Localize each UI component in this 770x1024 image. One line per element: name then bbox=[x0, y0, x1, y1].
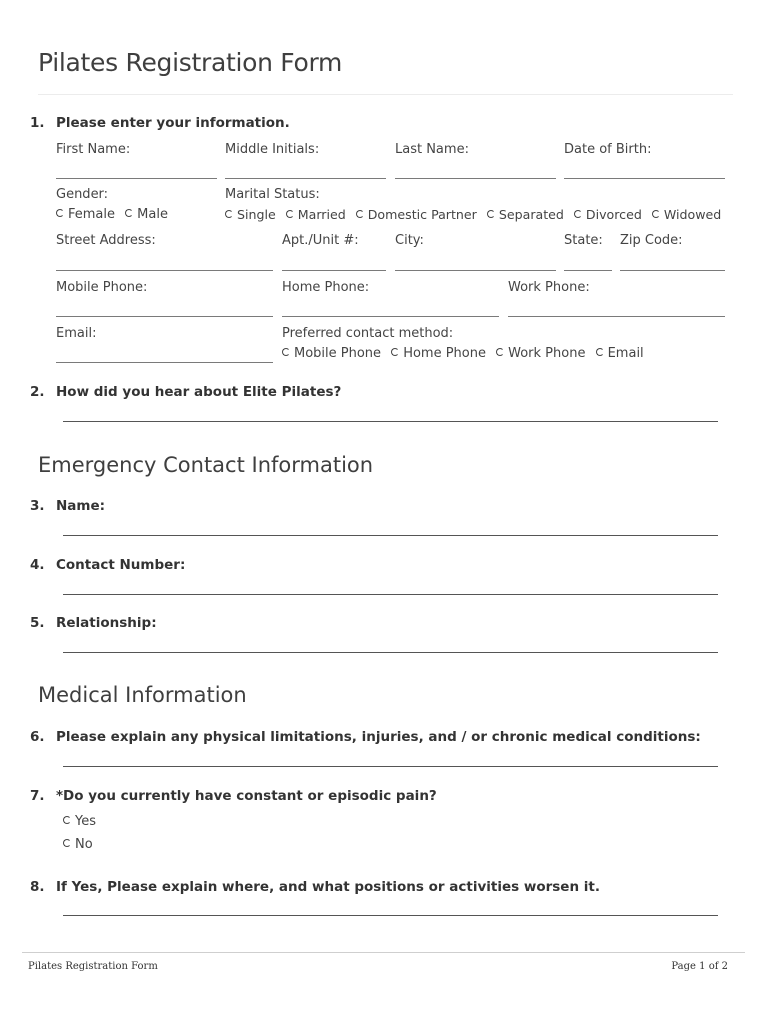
radio-icon[interactable] bbox=[63, 839, 71, 847]
email-label: Email: bbox=[56, 326, 97, 341]
question-2 bbox=[30, 384, 341, 400]
question-5 bbox=[30, 615, 157, 631]
question-text: Please explain any physical limitations, injuries, and / or chronic medical conditions: bbox=[56, 729, 701, 745]
marital-option-widowed[interactable]: Widowed bbox=[652, 207, 721, 222]
apt-label: Apt./Unit #: bbox=[282, 233, 359, 248]
apt-field[interactable] bbox=[282, 270, 386, 271]
radio-icon[interactable] bbox=[63, 816, 71, 824]
question-text: If Yes, Please explain where, and what positions or activities worsen it. bbox=[56, 879, 600, 895]
radio-icon[interactable] bbox=[282, 348, 290, 356]
dob-label: Date of Birth: bbox=[564, 142, 652, 157]
question-number: 3. bbox=[30, 498, 45, 514]
emergency-name-field[interactable] bbox=[63, 535, 718, 536]
contact-option-work[interactable]: Work Phone bbox=[496, 346, 585, 361]
radio-icon[interactable] bbox=[391, 348, 399, 356]
contact-option-mobile[interactable]: Mobile Phone bbox=[282, 346, 381, 361]
contact-option-home[interactable]: Home Phone bbox=[391, 346, 486, 361]
medical-conditions-field[interactable] bbox=[63, 766, 718, 767]
email-field[interactable] bbox=[56, 362, 273, 363]
relationship-field[interactable] bbox=[63, 652, 718, 653]
state-field[interactable] bbox=[564, 270, 612, 271]
last-name-label: Last Name: bbox=[395, 142, 469, 157]
radio-icon[interactable] bbox=[596, 348, 604, 356]
question-text: Please enter your information. bbox=[56, 115, 290, 131]
gender-label: Gender: bbox=[56, 187, 109, 202]
radio-icon[interactable] bbox=[652, 210, 660, 218]
radio-icon[interactable] bbox=[487, 210, 495, 218]
question-number: 1. bbox=[30, 115, 45, 131]
contact-method-options bbox=[282, 346, 650, 361]
home-phone-label: Home Phone: bbox=[282, 280, 370, 295]
city-field[interactable] bbox=[395, 270, 556, 271]
radio-icon[interactable] bbox=[574, 210, 582, 218]
gender-option-female[interactable]: Female bbox=[56, 207, 115, 222]
contact-option-email[interactable]: Email bbox=[596, 346, 644, 361]
question-1 bbox=[30, 115, 290, 131]
gender-option-male[interactable]: Male bbox=[125, 207, 168, 222]
question-3 bbox=[30, 498, 105, 514]
footer-divider bbox=[22, 952, 745, 953]
marital-option-single[interactable]: Single bbox=[225, 207, 276, 222]
title-divider bbox=[38, 94, 733, 95]
question-number: 6. bbox=[30, 729, 45, 745]
zip-field[interactable] bbox=[620, 270, 725, 271]
mobile-phone-field[interactable] bbox=[56, 316, 273, 317]
radio-icon[interactable] bbox=[125, 209, 133, 217]
medical-section-title: Medical Information bbox=[38, 683, 247, 707]
pain-explanation-field[interactable] bbox=[63, 915, 718, 916]
last-name-field[interactable] bbox=[395, 178, 556, 179]
marital-options bbox=[225, 207, 727, 222]
contact-method-label: Preferred contact method: bbox=[282, 326, 454, 341]
question-number: 4. bbox=[30, 557, 45, 573]
question-number: 8. bbox=[30, 879, 45, 895]
street-address-field[interactable] bbox=[56, 270, 273, 271]
question-text: Relationship: bbox=[56, 615, 157, 631]
emergency-section-title: Emergency Contact Information bbox=[38, 453, 374, 477]
question-number: 5. bbox=[30, 615, 45, 631]
footer-title: Pilates Registration Form bbox=[28, 961, 158, 972]
work-phone-label: Work Phone: bbox=[508, 280, 590, 295]
dob-field[interactable] bbox=[564, 178, 725, 179]
question-text: Name: bbox=[56, 498, 106, 514]
city-label: City: bbox=[395, 233, 424, 248]
question-8 bbox=[30, 879, 600, 895]
marital-option-married[interactable]: Married bbox=[286, 207, 346, 222]
page-title: Pilates Registration Form bbox=[38, 48, 343, 77]
gender-options bbox=[56, 207, 174, 222]
question-number: 7. bbox=[30, 788, 45, 804]
radio-icon[interactable] bbox=[56, 209, 64, 217]
pain-option-no[interactable]: No bbox=[63, 837, 93, 852]
question-text: Contact Number: bbox=[56, 557, 186, 573]
question-6 bbox=[30, 729, 701, 745]
marital-option-divorced[interactable]: Divorced bbox=[574, 207, 642, 222]
street-address-label: Street Address: bbox=[56, 233, 156, 248]
radio-icon[interactable] bbox=[356, 210, 364, 218]
pain-option-yes[interactable]: Yes bbox=[63, 814, 96, 829]
zip-label: Zip Code: bbox=[620, 233, 683, 248]
first-name-label: First Name: bbox=[56, 142, 131, 157]
page-indicator: Page 1 of 2 bbox=[671, 961, 728, 972]
question-text: How did you hear about Elite Pilates? bbox=[56, 384, 342, 400]
work-phone-field[interactable] bbox=[508, 316, 725, 317]
radio-icon[interactable] bbox=[286, 210, 294, 218]
marital-option-separated[interactable]: Separated bbox=[487, 207, 564, 222]
marital-status-label: Marital Status: bbox=[225, 187, 320, 202]
state-label: State: bbox=[564, 233, 603, 248]
marital-option-domestic-partner[interactable]: Domestic Partner bbox=[356, 207, 477, 222]
question-7 bbox=[30, 788, 437, 804]
radio-icon[interactable] bbox=[225, 210, 233, 218]
emergency-number-field[interactable] bbox=[63, 594, 718, 595]
first-name-field[interactable] bbox=[56, 178, 217, 179]
referral-answer-field[interactable] bbox=[63, 421, 718, 422]
home-phone-field[interactable] bbox=[282, 316, 499, 317]
mobile-phone-label: Mobile Phone: bbox=[56, 280, 148, 295]
question-text: *Do you currently have constant or episodic pain? bbox=[56, 788, 437, 804]
middle-initials-label: Middle Initials: bbox=[225, 142, 320, 157]
radio-icon[interactable] bbox=[496, 348, 504, 356]
middle-initials-field[interactable] bbox=[225, 178, 386, 179]
question-number: 2. bbox=[30, 384, 45, 400]
question-4 bbox=[30, 557, 185, 573]
